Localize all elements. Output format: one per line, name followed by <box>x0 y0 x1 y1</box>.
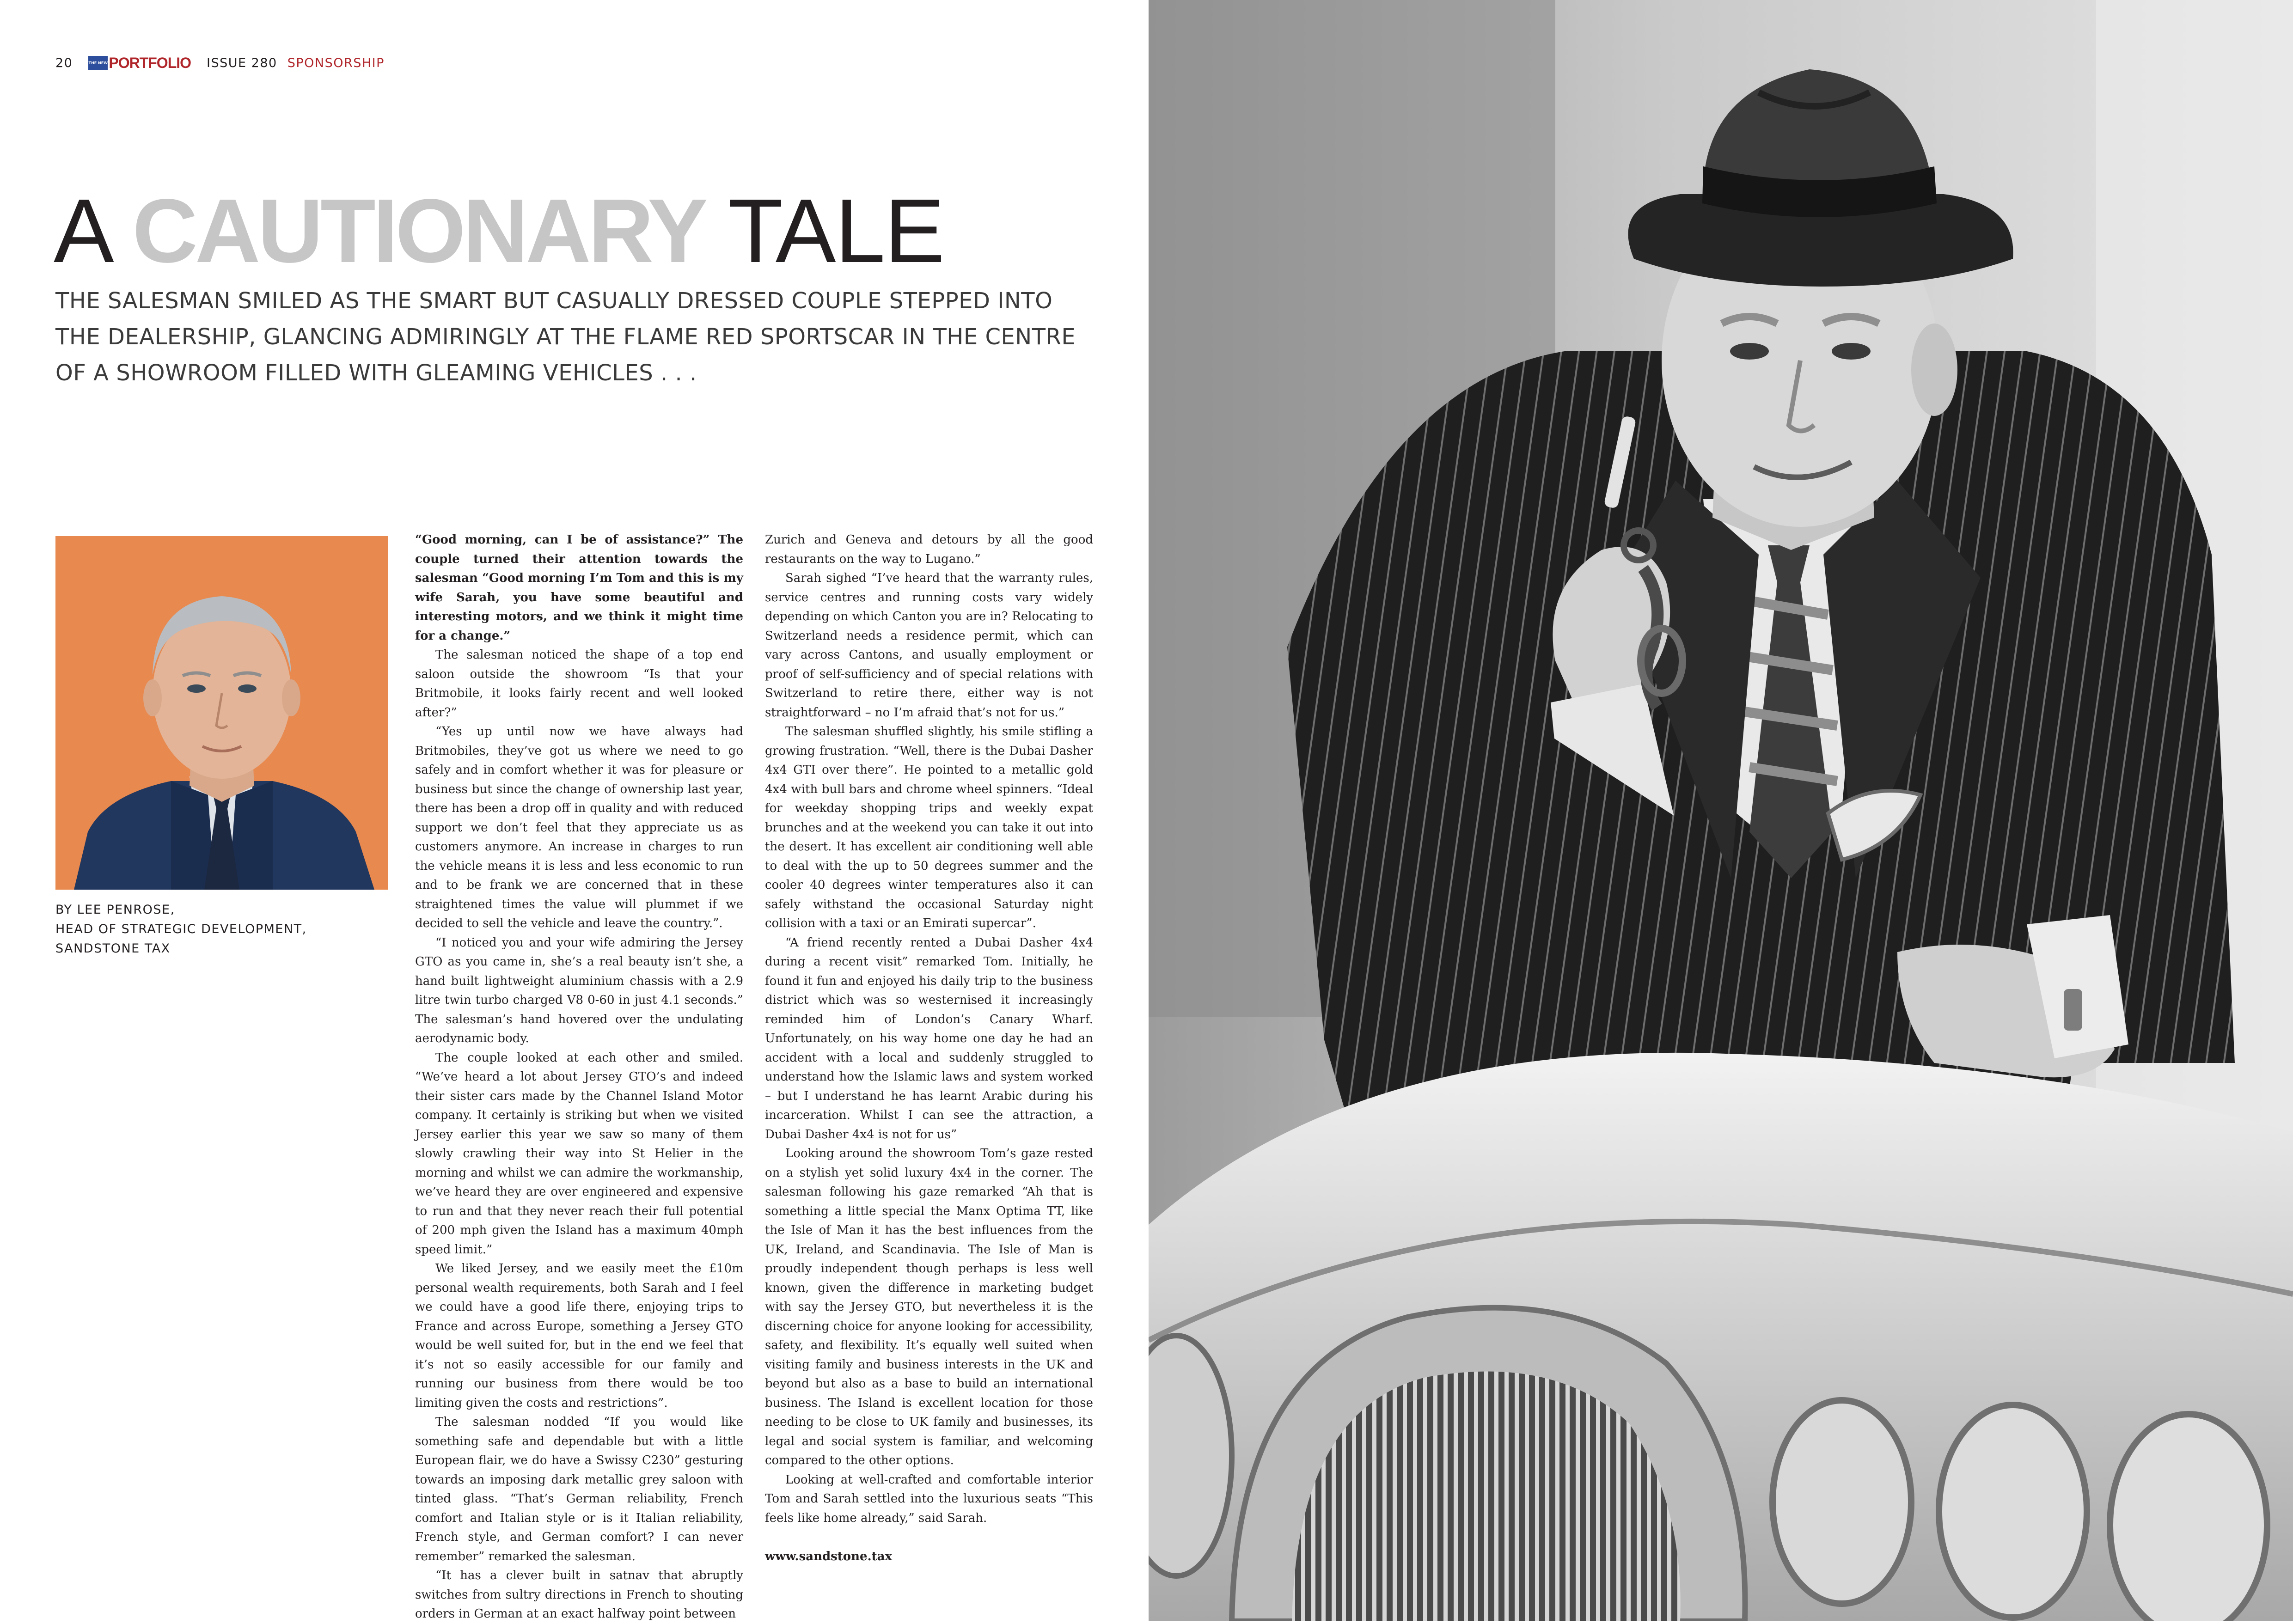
logo-box: THE NEW <box>88 56 108 70</box>
folio <box>55 54 385 72</box>
article-paragraph: “It has a clever built in satnav that abruptly switches from sultry directions in French to shouting orders in German at an exact halfway point between <box>415 1569 743 1621</box>
author-title: HEAD OF STRATEGIC DEVELOPMENT, <box>55 922 307 936</box>
author-company: SANDSTONE TAX <box>55 941 171 956</box>
author-caption <box>55 900 388 959</box>
headline <box>54 180 944 282</box>
article-paragraph: Looking around the showroom Tom’s gaze rested on a stylish yet solid luxury 4x4 in the corner. The salesman following his gaze remarked “Ah that is something a little special the Manx Optima TT, like the Isle of Man it has the best influences from the UK, Ireland, and Scandinavia. The Isle of Man is proudly independent though perhaps is less well known, given the difference in marketing budget with say the Jersey GTO, but nevertheless it is the discerning choice for anyone looking for accessibility, safety, and flexibility. It’s equally well suited when visiting family and business interests in the UK and beyond but also as a base to build an international business. The Island is excellent location for those needing to be close to UK family and businesses, its legal and social system is familiar, and welcoming compared to the other options. <box>765 1147 1093 1467</box>
issue-number: ISSUE 280 <box>207 55 277 70</box>
headline-word-1: A <box>54 180 108 281</box>
article-paragraph: Sarah sighed “I’ve heard that the warranty rules, service centres and running costs vary widely depending on which Canton you are in? Relocating to Switzerland needs a residence permit, which can vary across Cantons, and usually employment or proof of self-sufficiency and of special relations with Switzerland to retire there, either way is not straightforward – no I’m afraid that’s not for us.” <box>765 571 1093 720</box>
author-byline: BY LEE PENROSE, <box>55 903 175 917</box>
headline-word-2: CAUTIONARY <box>132 180 705 281</box>
author-portrait <box>55 536 388 890</box>
article-paragraph: “Good morning, can I be of assistance?” The couple turned their attention towards the salesman “Good morning I’m Tom and this is my wife Sarah, you have some beautiful and interesting motors, and we think it might time for a change.” <box>415 533 743 643</box>
article-paragraph: “Yes up until now we have always had Britmobiles, they’ve got us where we need to go safely and in comfort whether it was for pleasure or business but since the change of ownership last year, there has been a drop off in quality and with reduced support we don’t feel that they appreciate us as customers anymore. An increase in charges to run the vehicle means it is less and less economic to run and to be frank we are concerned that in these straightened times the value will plummet if we decided to sell the vehicle and leave the country.”. <box>415 725 743 930</box>
section-label: SPONSORSHIP <box>287 55 385 70</box>
article-paragraph: “I noticed you and your wife admiring the Jersey GTO as you came in, she’s a real beauty isn’t she, a hand built lightweight aluminium chassis with a 2.9 litre twin turbo charged V8 0-60 in just 4.1 seconds.” The salesman’s hand hovered over the undulating aerodynamic body. <box>415 935 743 1045</box>
article-column-1 <box>415 531 743 1624</box>
article-paragraph: Looking at well-crafted and comfortable interior Tom and Sarah settled into the luxurious seats “This feels like home already,” said Sarah. <box>765 1472 1093 1525</box>
article-paragraph: The salesman shuffled slightly, his smile stifling a growing frustration. “Well, there is the Dubai Dasher 4x4 GTI over there”. He pointed to a metallic gold 4x4 with bull bars and chrome wheel spinners. “Ideal for weekday shopping trips and weekly expat brunches and at the weekend you can take it out into the desert. It has excellent air conditioning well able to deal with the up to 50 degrees summer and the cooler 40 degrees winter temperatures also it can safely withstand the occasional Saturday night collision with a taxi or an Emirati supercar”. <box>765 725 1093 930</box>
page-number: 20 <box>55 55 73 70</box>
article-paragraph: The couple looked at each other and smiled. “We’ve heard a lot about Jersey GTO’s and indeed their sister cars made by the Channel Island Motor company. It certainly is striking but when we visited Jersey earlier this year we saw so many of them slowly crawling their way into St Helier in the morning and whilst we can admire the workmanship, we’ve heard they are over engineered and expensive to run and that they never reach their full potential of 200 mph given the Island has a maximum 40mph speed limit.” <box>415 1050 743 1257</box>
logo-word: PORTFOLIO <box>109 54 191 71</box>
article-paragraph: We liked Jersey, and we easily meet the £10m personal wealth requirements, both Sarah and I feel we could have a good life there, enjoying trips to France and across Europe, something a Jersey GTO would be well suited for, but in the end we feel that it’s not so easily accessible for our family and running our business from there would be too limiting given the costs and restrictions”. <box>415 1262 743 1410</box>
headline-word-3: TALE <box>728 180 944 281</box>
article-paragraph: “A friend recently rented a Dubai Dasher 4x4 during a recent visit” remarked Tom. Initially, he found it fun and enjoyed his daily trip to the business district which was so westernised it increasingly reminded him of London’s Canary Wharf. Unfortunately, on his way home one day he had an accident with a local and suddenly struggled to understand how the Islamic laws and system worked – but I understand he has learnt Arabic during his incarceration. Whilst I can see the attraction, a Dubai Dasher 4x4 is not for us” <box>765 935 1093 1142</box>
feature-photo <box>1149 0 2293 1621</box>
article-paragraph: The salesman noticed the shape of a top end saloon outside the showroom “Is that your Britmobile, it looks fairly recent and well looked after?” <box>415 648 743 720</box>
article-paragraph: The salesman nodded “If you would like something safe and dependable but with a little European flair, we do have a Swissy C230” gesturing towards an imposing dark metallic grey saloon with tinted glass. “That’s German reliability, French comfort and Italian style or is it Italian reliability, French style, and German comfort? I can never remember” remarked the salesman. <box>415 1415 743 1563</box>
portfolio-logo <box>88 55 191 72</box>
article-paragraph: Zurich and Geneva and detours by all the good restaurants on the way to Lugano.” <box>765 533 1093 566</box>
standfirst: THE SALESMAN SMILED AS THE SMART BUT CASUALLY DRESSED COUPLE STEPPED INTO THE DEALERSHIP, GLANCING ADMIRINGLY AT THE FLAME RED SPORTSCAR IN THE CENTRE OF A SHOWROOM FILLED WITH GLEAMING VEHICLES . . . <box>55 288 1076 386</box>
article-column-2 <box>765 531 1093 1567</box>
website-link[interactable]: www.sandstone.tax <box>765 1550 892 1563</box>
